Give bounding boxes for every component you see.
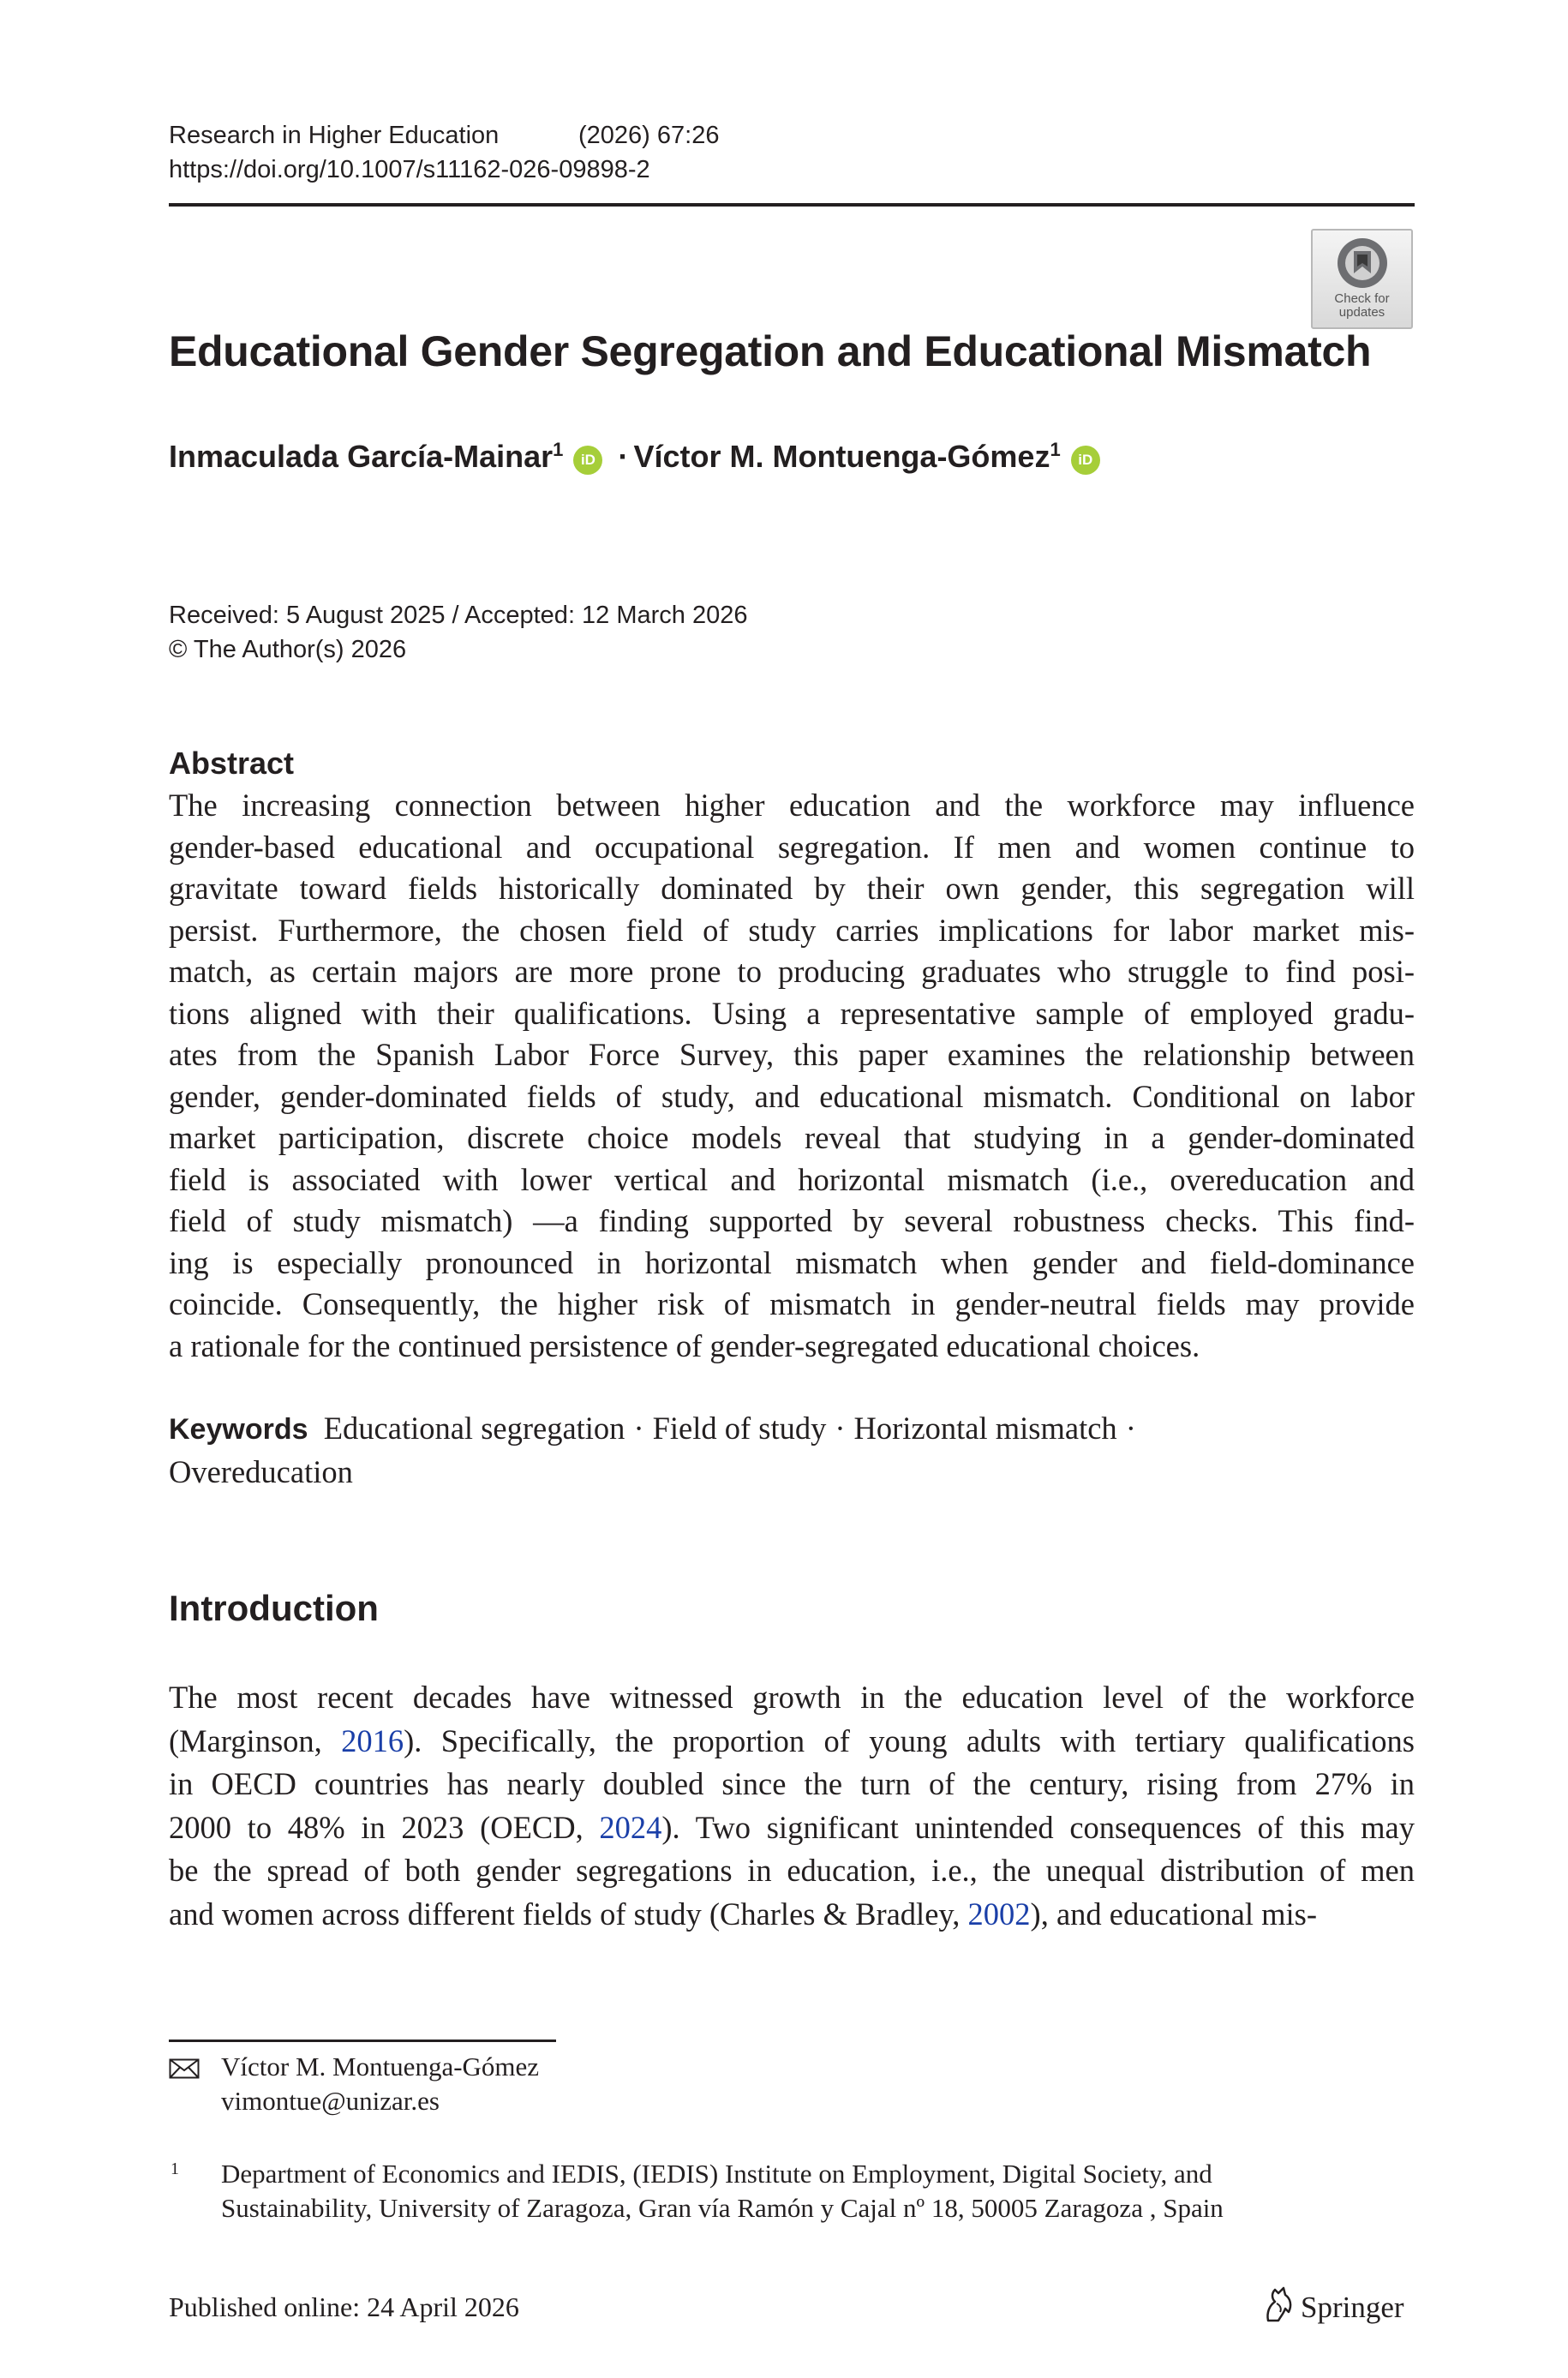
introduction-text-segment: (Marginson, — [169, 1722, 342, 1758]
abstract-line: gravitate toward fields historically dominated by their own gender, this segregation will — [169, 871, 1415, 906]
orcid-icon[interactable]: iD — [573, 446, 602, 475]
affiliation — [169, 2157, 1224, 2225]
introduction-line — [169, 1893, 1415, 1937]
corresponding-author — [169, 2050, 539, 2118]
introduction-line — [169, 1849, 1415, 1893]
keywords — [169, 1407, 1415, 1493]
check-for-updates-badge[interactable] — [1311, 229, 1413, 329]
journal-name: Research in Higher Education — [169, 122, 500, 149]
publisher-name: Springer — [1301, 2291, 1404, 2324]
check-for-updates-label: Check for updates — [1334, 291, 1390, 320]
introduction-text-segment: ), and educational mis- — [1030, 1896, 1318, 1932]
affiliation-number: 1 — [171, 2159, 179, 2178]
introduction-text-segment: 2000 to 48% in 2023 (OECD, — [169, 1809, 600, 1845]
keyword: Overeducation — [169, 1454, 353, 1489]
article-history — [169, 598, 748, 667]
citation-link[interactable]: 2002 — [967, 1896, 1031, 1932]
introduction-line — [169, 1763, 1415, 1806]
keywords-label: Keywords — [169, 1413, 308, 1446]
introduction-text-segment: be the spread of both gender segregations in education, i.e., the unequal distribution of men — [169, 1853, 1415, 1888]
affiliation-line: Department of Economics and IEDIS, (IEDIS) Institute on Employment, Digital Society, and — [221, 2159, 1212, 2189]
citation: (2026) 67:26 — [578, 122, 720, 149]
published-online-date: Published online: 24 April 2026 — [169, 2291, 519, 2322]
citation-link[interactable]: 2024 — [599, 1809, 662, 1845]
introduction-text-segment: and women across different fields of study (Charles & Bradley, — [169, 1896, 968, 1932]
keyword: Educational segregation — [323, 1411, 625, 1446]
header-rule — [169, 203, 1415, 207]
contact-email[interactable]: vimontue@unizar.es — [221, 2086, 440, 2116]
copyright-notice: © The Author(s) 2026 — [169, 636, 407, 663]
abstract-line: gender-based educational and occupational segregation. If men and women continue to — [169, 829, 1415, 865]
author-name[interactable]: Inmaculada García-Mainar — [169, 439, 554, 474]
affiliation-line: Sustainability, University of Zaragoza, Gran vía Ramón y Cajal nº 18, 50005 Zaragoza , Spain — [221, 2193, 1224, 2223]
introduction-text-segment: ). Two significant unintended consequences of this may — [661, 1809, 1415, 1845]
citation-link[interactable]: 2016 — [341, 1722, 404, 1758]
keyword: Field of study — [652, 1411, 827, 1446]
introduction-text-segment: in OECD countries has nearly doubled since the turn of the century, rising from 27% in — [169, 1766, 1415, 1801]
article-title: Educational Gender Segregation and Educational Mismatch — [169, 327, 1372, 375]
springer-horse-icon — [1261, 2286, 1296, 2322]
running-header — [169, 118, 719, 187]
abstract-line: ates from the Spanish Labor Force Survey, this paper examines the relationship between — [169, 1037, 1415, 1072]
abstract-line: field is associated with lower vertical and horizontal mismatch (i.e., overeducation and — [169, 1161, 1415, 1197]
introduction-line — [169, 1676, 1415, 1720]
affiliation-marker: 1 — [1050, 439, 1061, 460]
abstract-line: a rationale for the continued persistence of gender-segregated educational choices. — [169, 1327, 1200, 1363]
introduction-text — [169, 1676, 1415, 1936]
keyword: Horizontal mismatch — [853, 1411, 1117, 1446]
author-separator: · — [618, 439, 629, 474]
envelope-icon — [169, 2058, 200, 2079]
abstract-line: ing is especially pronounced in horizontal mismatch when gender and field-dominance — [169, 1244, 1415, 1280]
received-accepted-dates: Received: 5 August 2025 / Accepted: 12 March 2026 — [169, 602, 748, 629]
affiliation-marker: 1 — [553, 439, 564, 460]
orcid-icon[interactable]: iD — [1071, 446, 1100, 475]
abstract-heading: Abstract — [169, 746, 295, 781]
doi-link[interactable]: https://doi.org/10.1007/s11162-026-09898-2 — [169, 156, 650, 183]
keyword-separator: · — [1125, 1411, 1136, 1446]
contact-name: Víctor M. Montuenga-Gómez — [221, 2052, 540, 2081]
keyword-separator: · — [633, 1411, 644, 1446]
abstract-line: persist. Furthermore, the chosen field of study carries implications for labor market mis- — [169, 912, 1415, 948]
author-name[interactable]: Víctor M. Montuenga-Gómez — [633, 439, 1050, 474]
abstract-line: market participation, discrete choice models reveal that studying in a gender-dominated — [169, 1120, 1415, 1155]
author-list — [169, 435, 1100, 478]
abstract-line: The increasing connection between higher education and the workforce may influence — [169, 788, 1415, 823]
abstract-line: field of study mismatch) —a finding supported by several robustness checks. This find- — [169, 1203, 1415, 1238]
abstract-line: tions aligned with their qualifications. Using a representative sample of employed gradu- — [169, 995, 1415, 1031]
abstract-text — [169, 785, 1415, 1367]
introduction-text-segment: ). Specifically, the proportion of young adults with tertiary qualifications — [404, 1722, 1415, 1758]
crossmark-icon — [1335, 236, 1390, 291]
keyword-separator: · — [835, 1411, 846, 1446]
introduction-line — [169, 1806, 1415, 1850]
abstract-line: coincide. Consequently, the higher risk of mismatch in gender-neutral fields may provide — [169, 1286, 1415, 1321]
publisher-logo[interactable] — [1261, 2286, 1404, 2328]
introduction-line — [169, 1720, 1415, 1764]
introduction-text-segment: The most recent decades have witnessed growth in the education level of the workforce — [169, 1680, 1415, 1715]
section-heading-introduction: Introduction — [169, 1588, 379, 1628]
abstract-line: gender, gender-dominated fields of study, and educational mismatch. Conditional on labor — [169, 1078, 1415, 1114]
footnote-rule — [169, 2040, 556, 2042]
abstract-line: match, as certain majors are more prone to producing graduates who struggle to find posi- — [169, 954, 1415, 989]
